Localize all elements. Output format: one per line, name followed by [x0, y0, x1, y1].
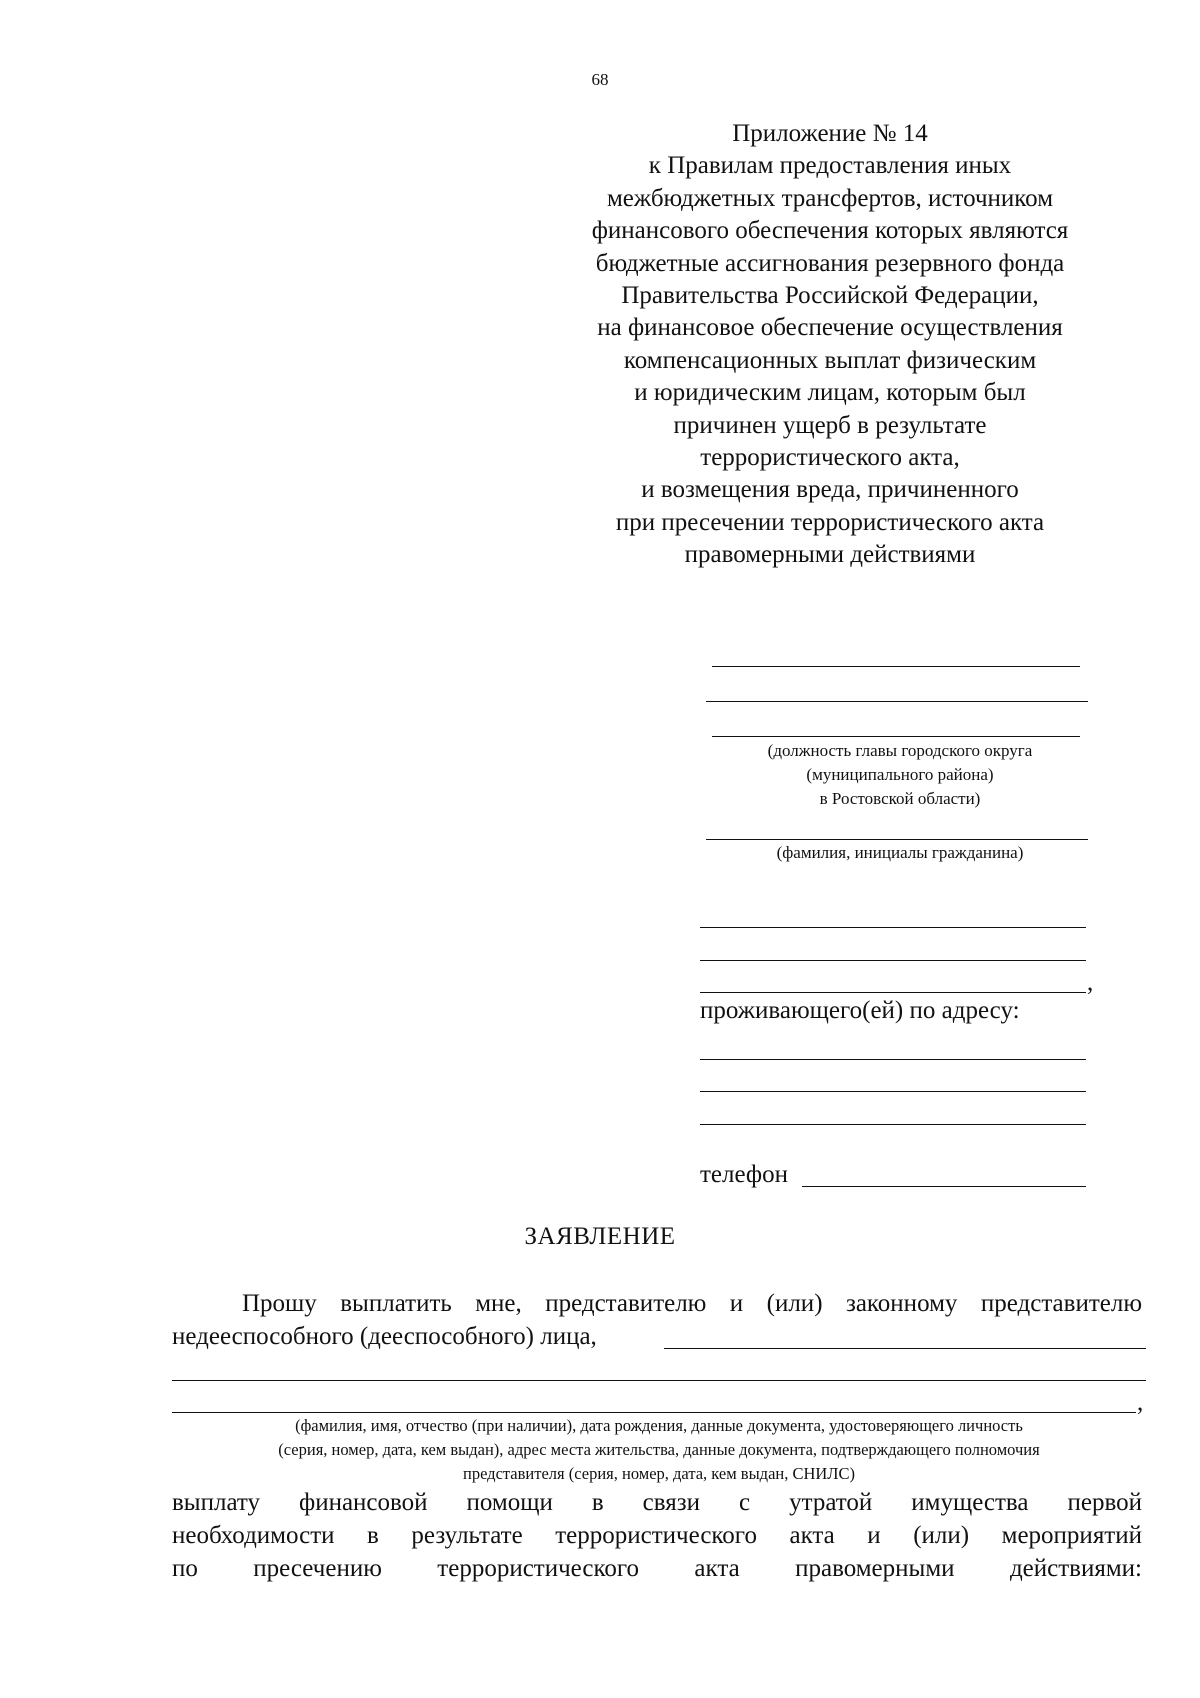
details-blank-line-1[interactable] [700, 927, 1086, 928]
applicant-caption-line: (фамилия, имя, отчество (при наличии), дата рождения, данные документа, удостоверяющего личность [295, 1416, 1023, 1435]
appendix-line: и юридическим лицам, которым был [634, 379, 1026, 407]
appendix-line: правомерными действиями [684, 541, 976, 569]
details-blank-line-3[interactable] [700, 992, 1086, 993]
appendix-line: террористического акта, [700, 444, 960, 472]
statement-body-line-3: по пресечению террористического акта правомерными действиями: [172, 1555, 1142, 1582]
applicant-blank-line-2[interactable] [172, 1380, 1146, 1381]
appendix-line: межбюджетных трансфертов, источником [606, 184, 1054, 212]
appendix-line: компенсационных выплат физическим [623, 346, 1037, 374]
phone-blank-line[interactable] [802, 1186, 1086, 1187]
address-blank-line-1[interactable] [700, 1059, 1086, 1060]
appendix-line: финансового обеспечения которых являются [591, 217, 1069, 245]
position-blank-line-2[interactable] [706, 701, 1088, 702]
position-caption-line: (должность главы городского округа [767, 741, 1033, 760]
appendix-line: бюджетные ассигнования резервного фонда [595, 249, 1065, 277]
appendix-header [560, 118, 1100, 572]
phone-label: телефон [700, 1161, 788, 1188]
details-blank-line-2[interactable] [700, 960, 1086, 961]
name-caption: (фамилия, инициалы гражданина) [776, 843, 1024, 862]
address-blank-line-3[interactable] [700, 1124, 1086, 1125]
statement-line-2: недееспособного (дееспособного) лица, [172, 1323, 597, 1350]
applicant-caption-line: (серия, номер, дата, кем выдан), адрес места жительства, данные документа, подтверждающего полномочия [278, 1440, 1040, 1459]
appendix-line: и возмещения вреда, причиненного [641, 476, 1019, 504]
appendix-line: на финансовое обеспечение осуществления [597, 314, 1063, 342]
position-blank-line-3[interactable] [712, 736, 1080, 737]
statement-title: ЗАЯВЛЕНИЕ [524, 1223, 676, 1250]
appendix-line: причинен ущерб в результате [673, 411, 987, 439]
address-blank-line-2[interactable] [700, 1091, 1086, 1092]
appendix-line: Приложение № 14 [732, 120, 928, 147]
applicant-blank-line-3[interactable] [172, 1412, 1136, 1413]
statement-body-line-2: необходимости в результате террористического акта и (или) мероприятий [172, 1522, 1142, 1549]
name-blank-line[interactable] [706, 839, 1088, 840]
position-caption-line: в Ростовской области) [819, 789, 981, 808]
statement-line-1: Прошу выплатить мне, представителю и (или) законному представителю [242, 1290, 1142, 1317]
appendix-line: к Правилам предоставления иных [648, 152, 1012, 180]
statement-body-line-1: выплату финансовой помощи в связи с утратой имущества первой [172, 1489, 1142, 1516]
position-blank-line-1[interactable] [712, 666, 1080, 667]
position-caption-line: (муниципального района) [806, 765, 994, 784]
page-number: 68 [591, 70, 609, 89]
applicant-caption-line: представителя (серия, номер, дата, кем выдан, СНИЛС) [462, 1464, 855, 1483]
applicant-trailing-comma: , [1137, 1389, 1144, 1416]
applicant-blank-line-1[interactable] [664, 1348, 1146, 1349]
details-trailing-comma: , [1087, 969, 1094, 996]
residing-label: проживающего(ей) по адресу: [700, 997, 1020, 1024]
appendix-line: Правительства Российской Федерации, [621, 282, 1039, 310]
appendix-line: при пресечении террористического акта [615, 508, 1045, 536]
